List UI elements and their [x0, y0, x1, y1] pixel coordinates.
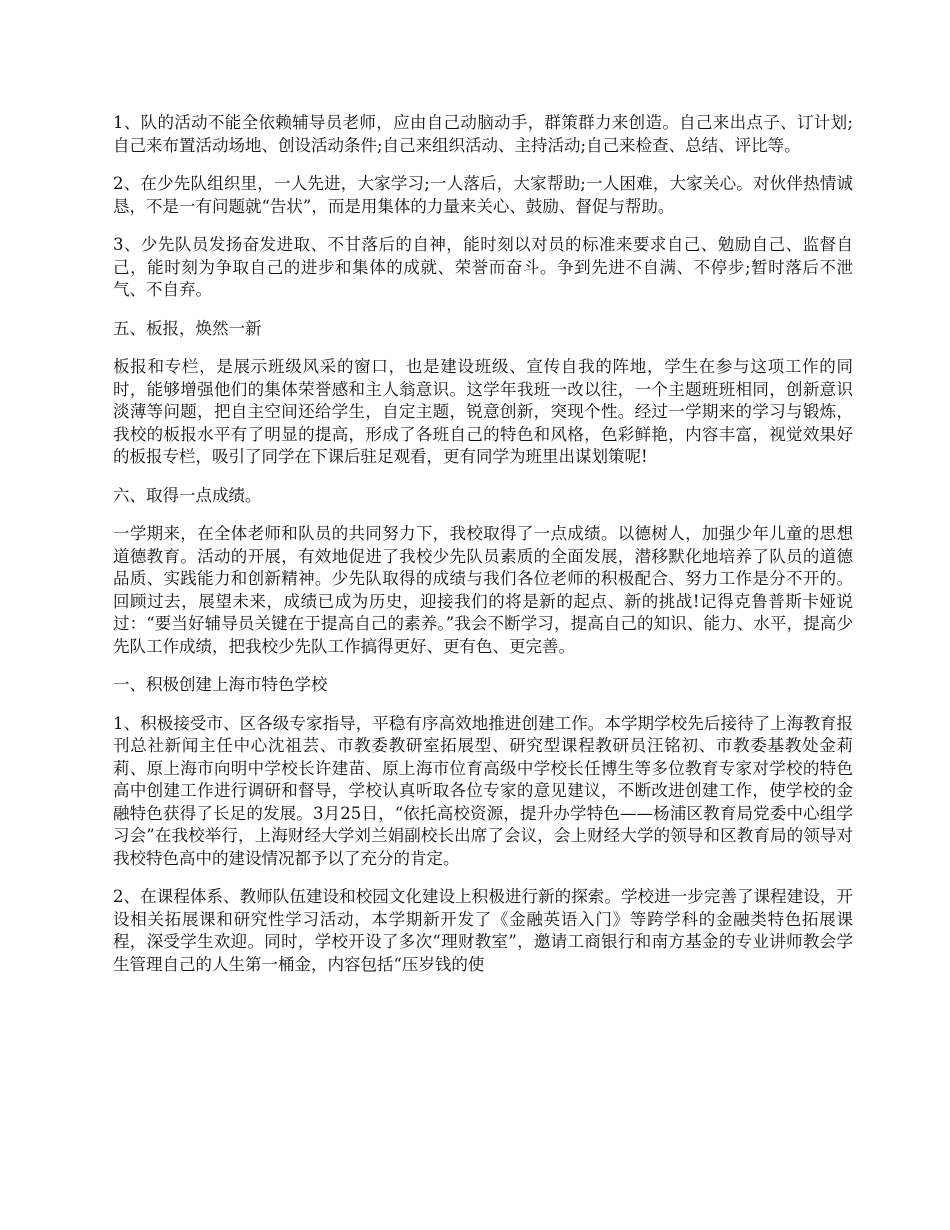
heading-achievements: 六、取得一点成绩。 — [113, 485, 262, 505]
paragraph-blackboard: 板报和专栏，是展示班级风采的窗口，也是建设班级、宣传自我的阵地，学生在参与这项工作的同时，能够增强他们的集体荣誉感和主人翁意识。这学年我班一改以往，一个主题班班相同，创新意识淡薄等问题，把自主空间还给学生，自定主题，锐意创新，突现个性。经过一学期来的学习与锻炼，我校的板报水平有了明显的提高，形成了各班自己的特色和风格，色彩鲜艳，内容丰富，视觉效果好的板报专栏，吸引了同学在下课后驻足观看，更有同学为班里出谋划策呢! — [113, 357, 853, 466]
document-page — [113, 112, 853, 992]
paragraph-expert-guidance: 1、积极接受市、区各级专家指导，平稳有序高效地推进创建工作。本学期学校先后接待了上海教育报刊总社新闻主任中心沈祖芸、市教委教研室拓展型、研究型课程教研员汪铭初、市教委基教处金莉莉、原上海市向明中学校长许建苗、原上海市位育高级中学校长任博生等多位教育专家对学校的特色高中创建工作进行调研和督导，学校认真听取各位专家的意见建议，不断改进创建工作，使学校的金融特色获得了长足的发展。3月25日，“依托高校资源，提升办学特色——杨浦区教育局党委中心组学习会”在我校举行，上海财经大学刘兰娟副校长出席了会议，会上财经大学的领导和区教育局的领导对我校特色高中的建设情况都予以了充分的肯定。 — [113, 713, 853, 868]
paragraph-achievements: 一学期来，在全体老师和队员的共同努力下，我校取得了一点成绩。以德树人，加强少年儿童的思想道德教育。活动的开展，有效地促进了我校少先队员素质的全面发展，潜移默化地培养了队员的道德品质、实践能力和创新精神。少先队取得的成绩与我们各位老师的积极配合、努力工作是分不开的。回顾过去，展望未来，成绩已成为历史，迎接我们的将是新的起点、新的挑战!记得克鲁普斯卡娅说过：“要当好辅导员关键在于提高自己的素养。”我会不断学习，提高自己的知识、能力、水平，提高少先队工作成绩，把我校少先队工作搞得更好、更有色、更完善。 — [113, 524, 853, 656]
paragraph-mutual-help: 2、在少先队组织里，一人先进，大家学习;一人落后，大家帮助;一人困难，大家关心。对伙伴热情诚恳，不是一有问题就“告状”，而是用集体的力量来关心、鼓励、督促与帮助。 — [113, 174, 853, 216]
heading-blackboard: 五、板报，焕然一新 — [113, 318, 262, 338]
paragraph-striving-spirit: 3、少先队员发扬奋发进取、不甘落后的自神，能时刻以对员的标准来要求自己、勉励自己、监督自己，能时刻为争取自己的进步和集体的成就、荣誉而奋斗。争到先进不自满、不停步;暂时落后不泄气、不自弃。 — [113, 235, 853, 299]
heading-special-school: 一、积极创建上海市特色学校 — [113, 675, 328, 694]
paragraph-curriculum: 2、在课程体系、教师队伍建设和校园文化建设上积极进行新的探索。学校进一步完善了课程建设，开设相关拓展课和研究性学习活动，本学期新开发了《金融英语入门》等跨学科的金融类特色拓展课程，深受学生欢迎。同时，学校开设了多次“理财教室”，邀请工商银行和南方基金的专业讲师教会学生管理自己的人生第一桶金，内容包括“压岁钱的使 — [113, 887, 853, 974]
paragraph-team-activities: 1、队的活动不能全依赖辅导员老师，应由自己动脑动手，群策群力来创造。自己来出点子、订计划;自己来布置活动场地、创设活动条件;自己来组织活动、主持活动;自己来检查、总结、评比等。 — [113, 113, 853, 155]
